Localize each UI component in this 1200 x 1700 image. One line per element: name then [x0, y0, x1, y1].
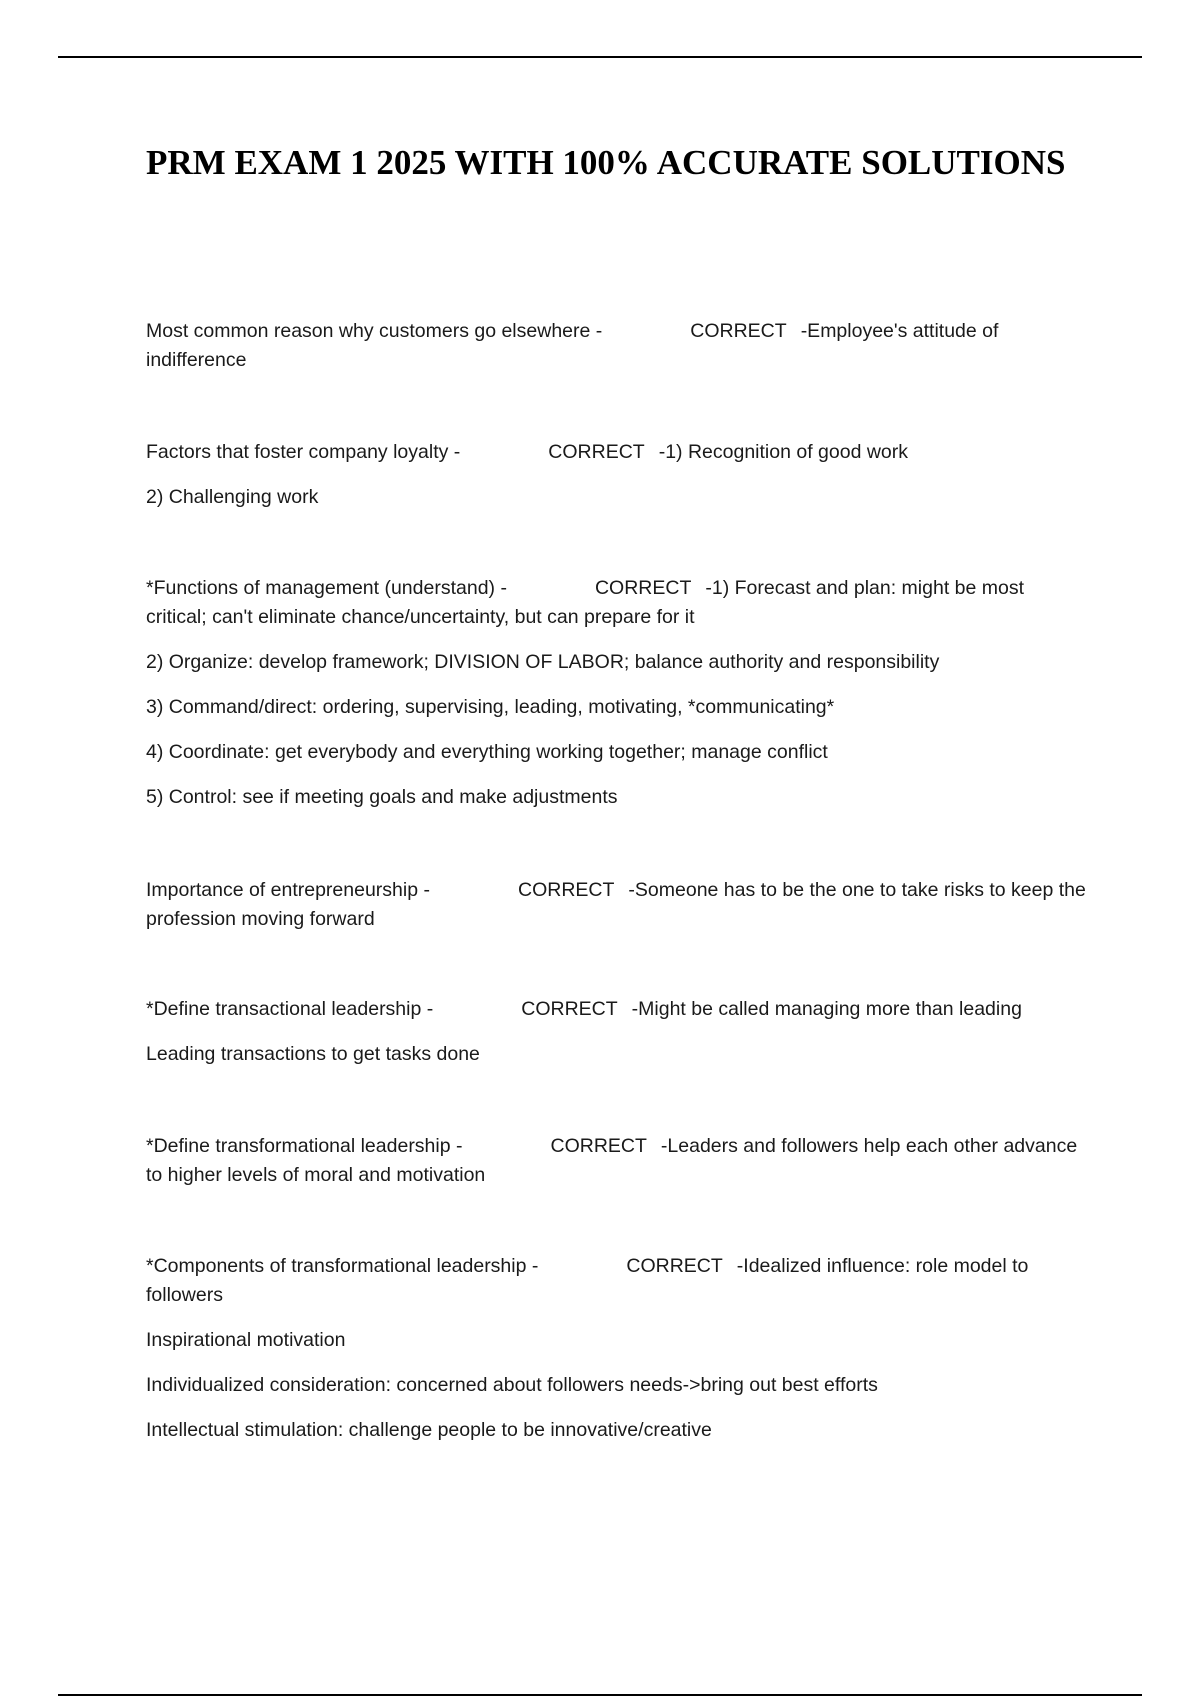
answer-line: 3) Command/direct: ordering, supervising, leading, motivating, *communicating* — [146, 696, 835, 718]
correct-label: CORRECT — [690, 320, 787, 342]
header-rule — [58, 56, 1142, 58]
answer-line: 2) Organize: develop framework; DIVISION OF LABOR; balance authority and responsibility — [146, 651, 940, 673]
answer-text: -Might be called managing more than leading — [631, 998, 1022, 1020]
qa-item — [146, 317, 1086, 375]
correct-label: CORRECT — [550, 1135, 647, 1157]
answer-line: 5) Control: see if meeting goals and make adjustments — [146, 786, 618, 808]
question-text: Importance of entrepreneurship - — [146, 879, 430, 901]
question-text: Factors that foster company loyalty - — [146, 441, 461, 463]
correct-label: CORRECT — [626, 1255, 723, 1277]
question-text: *Components of transformational leadership - — [146, 1255, 539, 1277]
answer-line: 2) Challenging work — [146, 486, 319, 508]
correct-label: CORRECT — [518, 879, 615, 901]
answer-text: -Employee's attitude of indifference — [146, 320, 999, 371]
answer-text: -1) Recognition of good work — [658, 441, 909, 463]
answer-text: -1) Forecast and plan: might be most critical; can't eliminate chance/uncertainty, but can prepare for it — [146, 577, 1025, 628]
qa-item — [146, 995, 1086, 1069]
qa-item — [146, 438, 1086, 512]
answer-line: 4) Coordinate: get everybody and everything working together; manage conflict — [146, 741, 828, 763]
answer-text: -Idealized influence: role model to followers — [146, 1255, 1029, 1306]
answer-line: Leading transactions to get tasks done — [146, 1043, 480, 1065]
document-title: PRM EXAM 1 2025 WITH 100% ACCURATE SOLUTIONS — [146, 143, 1066, 182]
answer-text: -Leaders and followers help each other advance to higher levels of moral and motivation — [146, 1135, 1078, 1186]
qa-item — [146, 876, 1086, 934]
correct-label: CORRECT — [521, 998, 618, 1020]
correct-label: CORRECT — [594, 577, 692, 599]
question-text: Most common reason why customers go elsewhere - — [146, 320, 603, 342]
question-text: *Define transactional leadership - — [146, 998, 434, 1020]
qa-item — [146, 1132, 1086, 1190]
answer-line: Individualized consideration: concerned about followers needs->bring out best efforts — [146, 1374, 878, 1396]
qa-item — [146, 1252, 1086, 1445]
footer-rule — [58, 1694, 1142, 1696]
question-text: *Functions of management (understand) - — [146, 577, 507, 599]
correct-label: CORRECT — [548, 441, 645, 463]
qa-item — [146, 574, 1086, 812]
answer-text: -Someone has to be the one to take risks to keep the profession moving forward — [146, 879, 1086, 930]
question-text: *Define transformational leadership - — [146, 1135, 463, 1157]
answer-line: Inspirational motivation — [146, 1329, 346, 1351]
answer-line: Intellectual stimulation: challenge people to be innovative/creative — [146, 1419, 712, 1441]
